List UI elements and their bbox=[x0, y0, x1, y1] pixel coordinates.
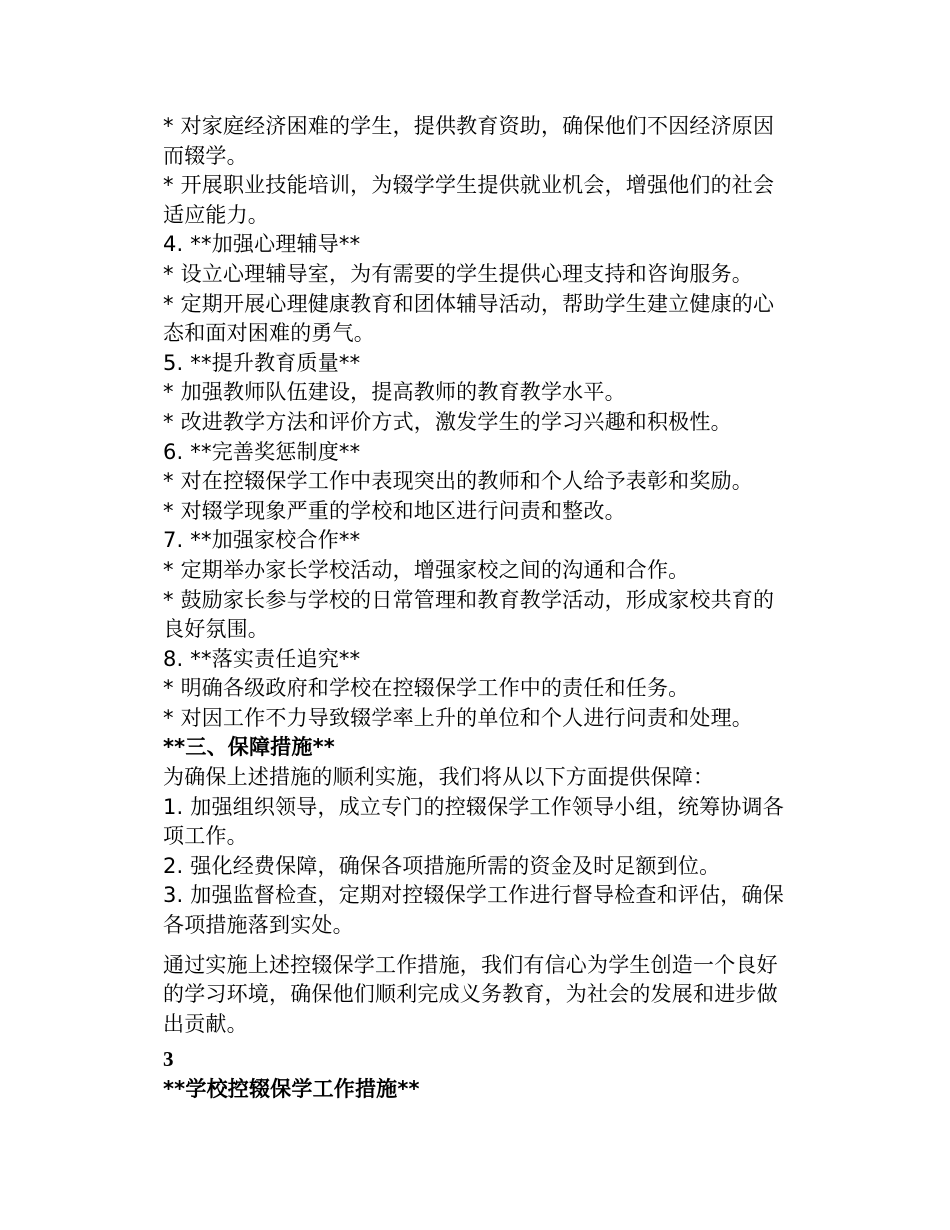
paragraph-bullet: * 定期开展心理健康教育和团体辅导活动，帮助学生建立健康的心态和面对困难的勇气。 bbox=[163, 291, 775, 346]
paragraph-bullet: * 加强教师队伍建设，提高教师的教育教学水平。 bbox=[163, 380, 626, 405]
numbered-item: 3. 加强监督检查，定期对控辍保学工作进行督导检查和评估，确保各项措施落到实处。 bbox=[163, 883, 784, 938]
page-number: 3 bbox=[163, 1047, 174, 1072]
paragraph-bullet: * 鼓励家长参与学校的日常管理和教育教学活动，形成家校共育的良好氛围。 bbox=[163, 587, 775, 642]
paragraph-bullet: * 改进教学方法和评价方式，激发学生的学习兴趣和积极性。 bbox=[163, 409, 732, 434]
paragraph-bullet: * 对家庭经济困难的学生，提供教育资助，确保他们不因经济原因而辍学。 bbox=[163, 114, 775, 168]
section-heading: 6. **完善奖惩制度** bbox=[163, 439, 361, 464]
paragraph-bullet: * 对辍学现象严重的学校和地区进行问责和整改。 bbox=[163, 498, 626, 523]
paragraph-bullet: * 开展职业技能培训，为辍学学生提供就业机会，增强他们的社会适应能力。 bbox=[163, 173, 775, 227]
paragraph-bullet: * 对在控辍保学工作中表现突出的教师和个人给予表彰和奖励。 bbox=[163, 469, 753, 494]
closing-paragraph: 通过实施上述控辍保学工作措施，我们有信心为学生创造一个良好的学习环境，确保他们顺利完成义务教育，为社会的发展和进步做出贡献。 bbox=[163, 952, 778, 1036]
paragraph-bullet: * 对因工作不力导致辍学率上升的单位和个人进行问责和处理。 bbox=[163, 705, 753, 730]
numbered-item: 1. 加强组织领导，成立专门的控辍保学工作领导小组，统筹协调各项工作。 bbox=[163, 794, 784, 849]
intro-paragraph: 为确保上述措施的顺利实施，我们将从以下方面提供保障： bbox=[163, 765, 715, 790]
section-heading: 5. **提升教育质量** bbox=[163, 350, 361, 375]
section-heading: 7. **加强家校合作** bbox=[163, 528, 361, 553]
paragraph-bullet: * 设立心理辅导室，为有需要的学生提供心理支持和咨询服务。 bbox=[163, 261, 753, 286]
major-section-heading: **三、保障措施** bbox=[163, 735, 335, 760]
paragraph-bullet: * 明确各级政府和学校在控辍保学工作中的责任和任务。 bbox=[163, 676, 690, 701]
paragraph-bullet: * 定期举办家长学校活动，增强家校之间的沟通和合作。 bbox=[163, 557, 690, 582]
document-body bbox=[163, 112, 785, 1105]
section-heading: 4. **加强心理辅导** bbox=[163, 232, 361, 257]
numbered-item: 2. 强化经费保障，确保各项措施所需的资金及时足额到位。 bbox=[163, 853, 721, 878]
next-document-title: **学校控辍保学工作措施** bbox=[163, 1077, 420, 1101]
section-heading: 8. **落实责任追究** bbox=[163, 646, 361, 671]
